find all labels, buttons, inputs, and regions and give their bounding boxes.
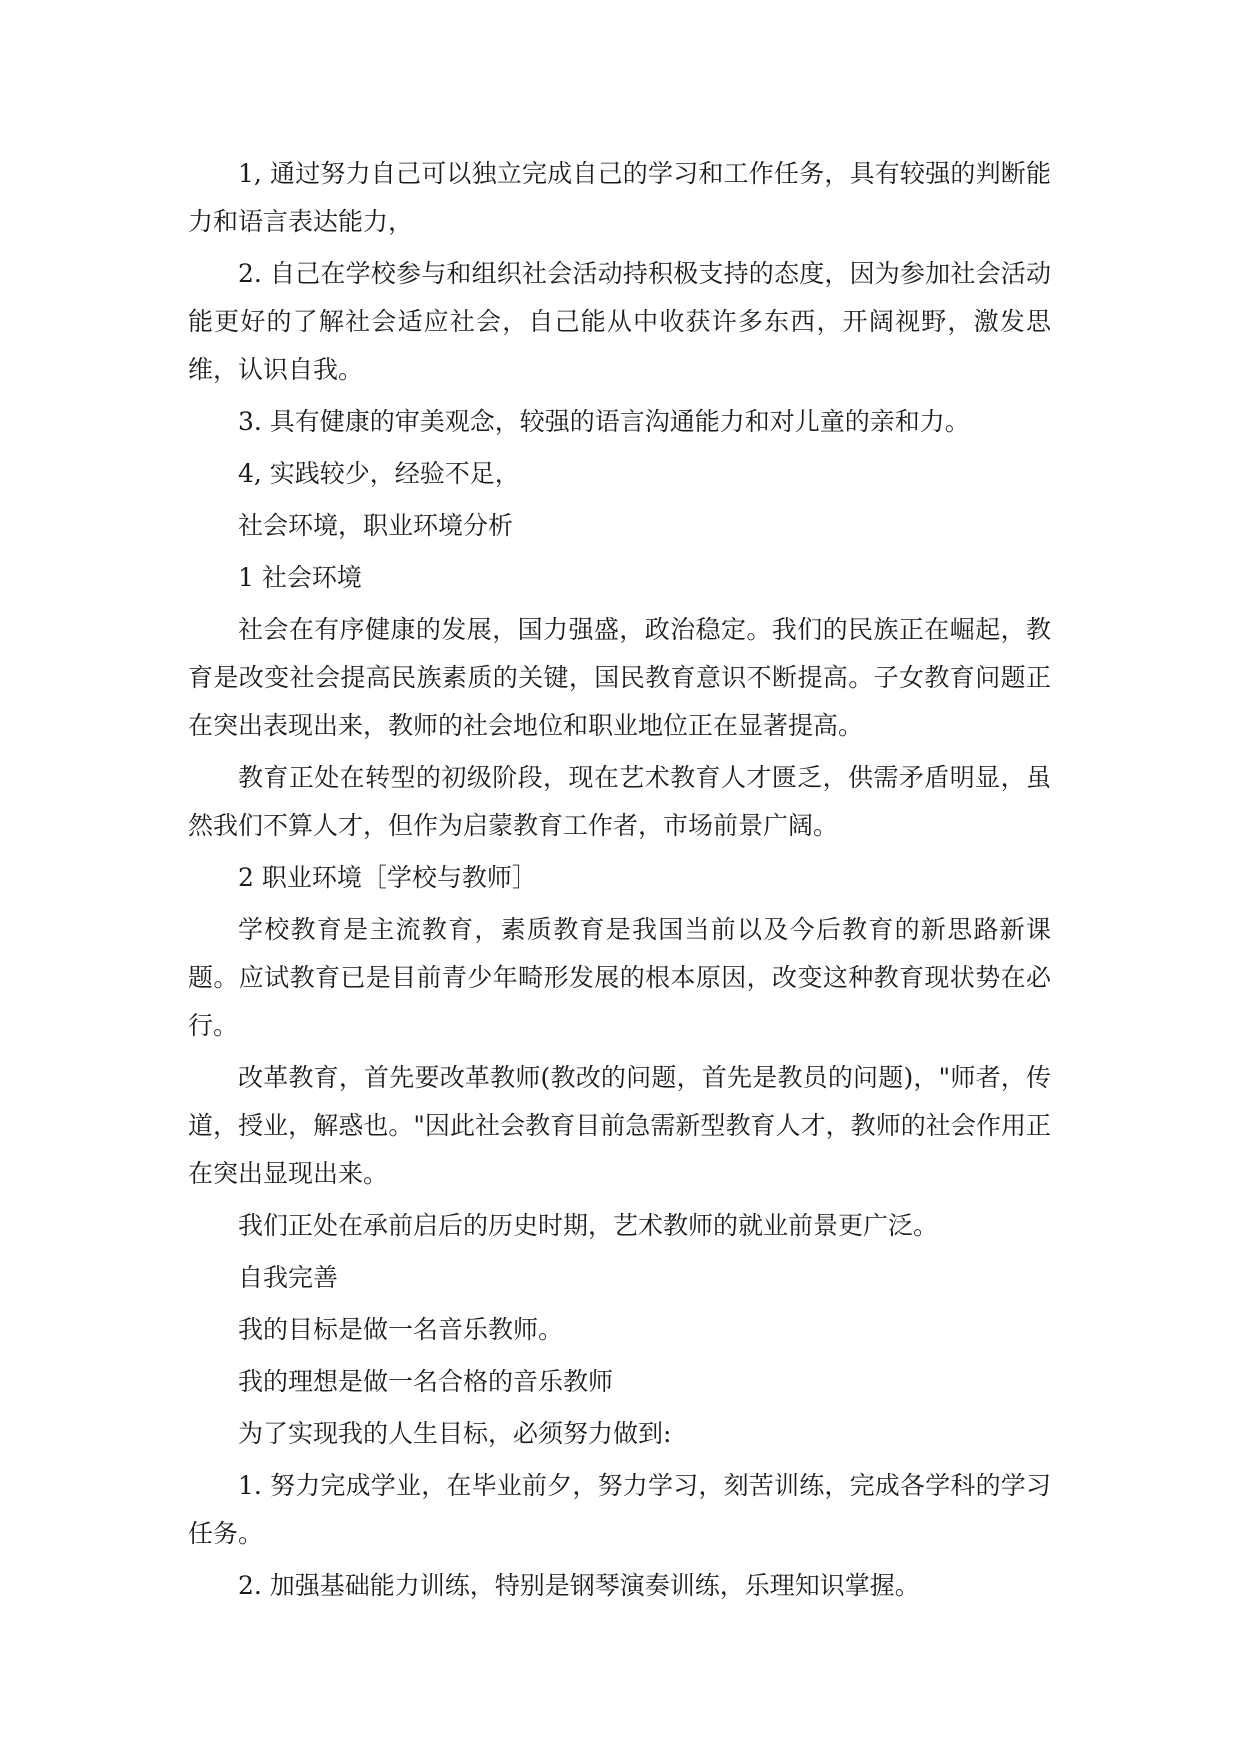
paragraph: 改革教育，首先要改革教师(教改的问题，首先是教员的问题)，"师者，传道，授业，解惑也。"因此社会教育目前急需新型教育人才，教师的社会作用正在突出显现出来。 [188,1063,1051,1188]
paragraph: 2. 自己在学校参与和组织社会活动持积极支持的态度，因为参加社会活动能更好的了解社会适应社会，自己能从中收获许多东西，开阔视野，激发思维，认识自我。 [188,259,1051,384]
paragraph: 我们正处在承前启后的历史时期，艺术教师的就业前景更广泛。 [238,1211,939,1240]
paragraph: 教育正处在转型的初级阶段，现在艺术教育人才匮乏，供需矛盾明显，虽然我们不算人才，但作为启蒙教育工作者，市场前景广阔。 [188,763,1051,840]
paragraph: 3. 具有健康的审美观念，较强的语言沟通能力和对儿童的亲和力。 [238,407,970,436]
paragraph: 为了实现我的人生目标，必须努力做到: [238,1419,672,1448]
paragraph: 我的理想是做一名合格的音乐教师 [238,1367,614,1396]
list-item: 2. 加强基础能力训练，特别是钢琴演奏训练，乐理知识掌握。 [238,1571,920,1600]
subsection-heading: 1 社会环境 [238,563,362,592]
subsection-heading: 2 职业环境［学校与教师］ [238,863,537,892]
paragraph: 学校教育是主流教育，素质教育是我国当前以及今后教育的新思路新课题。应试教育已是目前青少年畸形发展的根本原因，改变这种教育现状势在必行。 [188,915,1051,1040]
list-item: 1. 努力完成学业，在毕业前夕，努力学习，刻苦训练，完成各学科的学习任务。 [188,1471,1051,1548]
section-heading: 社会环境，职业环境分析 [238,511,514,540]
section-heading: 自我完善 [238,1263,339,1292]
paragraph: 1, 通过努力自己可以独立完成自己的学习和工作任务，具有较强的判断能力和语言表达能力， [188,159,1051,236]
paragraph: 社会在有序健康的发展，国力强盛，政治稳定。我们的民族正在崛起，教育是改变社会提高民族素质的关键，国民教育意识不断提高。子女教育问题正在突出表现出来，教师的社会地位和职业地位正在显著提高。 [188,615,1051,740]
paragraph: 4, 实践较少，经验不足， [238,459,520,488]
paragraph: 我的目标是做一名音乐教师。 [238,1315,564,1344]
